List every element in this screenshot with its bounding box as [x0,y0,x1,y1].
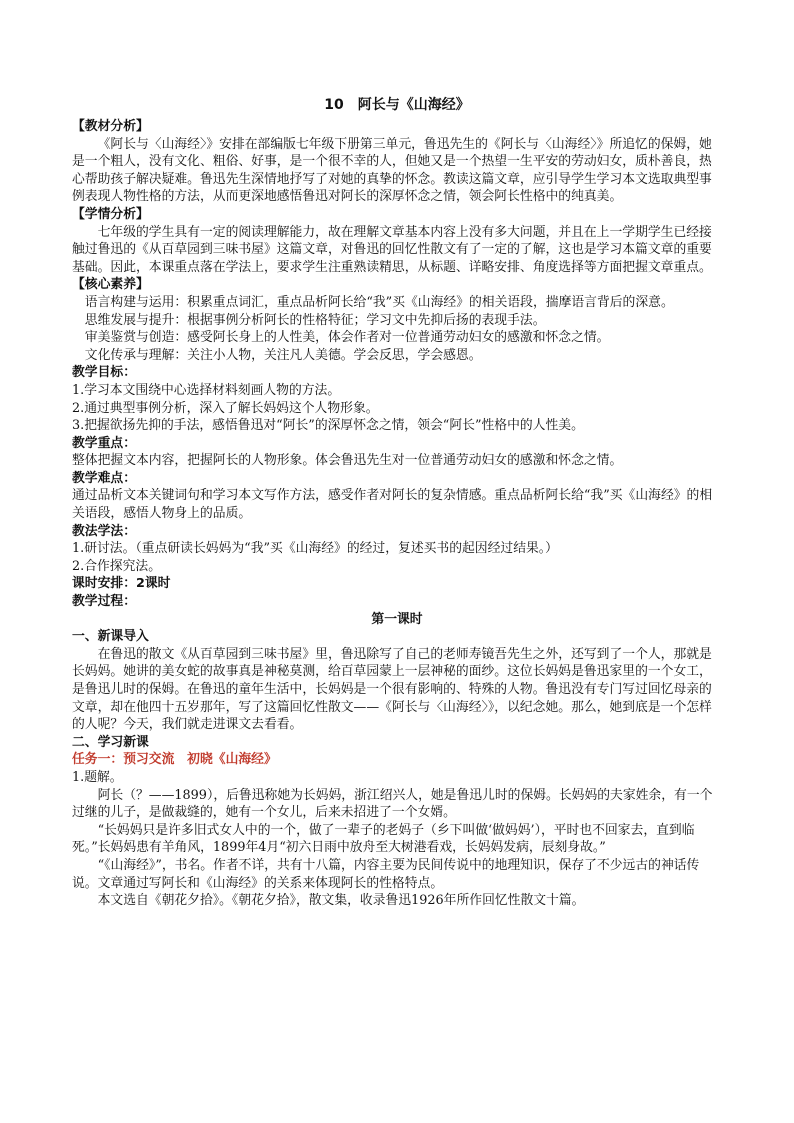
section-heading: 【教材分析】 [72,119,149,134]
section-heading: 教法学法： [72,523,136,539]
list-item: 3.把握欲扬先抑的手法，感悟鲁迅对“阿长”的深厚怀念之情，领会“阿长”性格中的人性美。 [72,418,584,434]
paragraph: “长妈妈只是许多旧式女人中的一个，做了一辈子的老妈子（乡下叫做‘做妈妈’），平时也不回家去，直到临死。”长妈妈患有羊角风，1899年4月“初六日雨中放舟至大树港看戏，长妈妈发病，辰刻身故。” [72,822,695,856]
section-heading: 一、新课导入 [72,629,149,645]
paragraph: 在鲁迅的散文《从百草园到三味书屋》里，鲁迅除写了自己的老师寿镜吾先生之外，还写到了一个人，那就是长妈妈。她讲的美女蛇的故事真是神秘莫测，给百草园蒙上一层神秘的面纱。这位长妈妈是鲁迅家里的一个女工，是鲁迅儿时的保姆。在鲁迅的童年生活中，长妈妈是一个很有影响的、特殊的人物。鲁迅没有专门写过回忆母亲的文章，却在他四十五岁那年，写了这篇回忆性散文——《阿长与〈山海经〉》，以纪念她。那么，她到底是一个怎样的人呢？今天，我们就走进课文去看看。 [72,646,712,733]
paragraph: 整体把握文本内容，把握阿长的人物形象。体会鲁迅先生对一位普通劳动妇女的感激和怀念之情。 [72,453,623,469]
list-item: 2.合作探究法。 [72,558,161,574]
section-heading: 课时安排：2课时 [72,576,171,592]
paragraph: 通过品析文本关键词句和学习本文写作方法，感受作者对阿长的复杂情感。重点品析阿长给“我”买《山海经》的相关语段，感悟人物身上的品质。 [72,488,713,522]
section-heading: 教学过程： [72,594,136,610]
paragraph: 阿长（？——1899），后鲁迅称她为长妈妈，浙江绍兴人，她是鲁迅儿时的保姆。长妈妈的夫家姓余，有一个过继的儿子，是做裁缝的，她有一个女儿，后来未招进了一个女婿。 [72,787,713,821]
section-heading: 教学目标： [72,365,136,381]
task-heading: 任务一：预习交流 初晓《山海经》 [72,752,277,768]
section-heading: 二、学习新课 [72,734,149,750]
list-item: 文化传承与理解：关注小人物，关注凡人美德。学会反思，学会感恩。 [84,347,482,363]
list-item: 审美鉴赏与创造：感受阿长身上的人性美，体会作者对一位普通劳动妇女的感激和怀念之情。 [84,330,610,346]
section-heading: 教学难点： [72,470,136,486]
lesson-heading: 第一课时 [371,611,423,627]
paragraph: 《阿长与〈山海经〉》安排在部编版七年级下册第三单元，鲁迅先生的《阿长与〈山海经〉》所追忆的保姆，她是一个粗人，没有文化、粗俗、好事，是一个很不幸的人，但她又是一个热望一生平安的劳动妇女，质朴善良，热心帮助孩子解决疑难。鲁迅先生深情地抒写了对她的真挚的怀念。教读这篇文章，应引导学生学习本文选取典型事例表现人物性格的方法，从而更深地感悟鲁迅对阿长的深厚怀念之情，领会阿长性格中的纯真美。 [72,136,712,205]
section-heading: 【学情分析】 [72,206,149,222]
document-body [72,94,722,910]
list-item: 2.通过典型事例分析，深入了解长妈妈这个人物形象。 [72,400,379,416]
paragraph: 本文选自《朝花夕拾》。《朝花夕拾》，散文集，收录鲁迅1926年所作回忆性散文十篇。 [97,893,585,909]
paragraph: “《山海经》”，书名。作者不详，共有十八篇，内容主要为民间传说中的地理知识，保存了不少远古的神话传说。文章通过写阿长和《山海经》的关系来体现阿长的性格特点。 [72,857,700,891]
list-item: 语言构建与运用：积累重点词汇，重点品析阿长给“我”买《山海经》的相关语段，揣摩语言背后的深意。 [84,294,674,310]
section-heading: 【核心素养】 [72,277,149,293]
list-item: 1.研讨法。（重点研读长妈妈为“我”买《山海经》的经过，复述买书的起因经过结果。） [72,541,558,557]
list-item: 1.题解。 [72,769,123,785]
list-item: 思维发展与提升：根据事例分析阿长的性格特征；学习文中先抑后扬的表现手法。 [84,312,546,328]
paragraph: 七年级的学生具有一定的阅读理解能力，故在理解文章基本内容上没有多大问题，并且在上一学期学生已经接触过鲁迅的《从百草园到三味书屋》这篇文章，对鲁迅的回忆性散文有了一定的了解，这也是学习本篇文章的重要基础。因此，本课重点落在学法上，要求学生注重熟读精思，从标题、详略安排、角度选择等方面把握文章重点。 [72,224,712,275]
section-heading: 教学重点： [72,435,136,451]
list-item: 1.学习本文围绕中心选择材料刻画人物的方法。 [72,382,341,398]
page-title: 10 阿长与《山海经》 [324,97,470,113]
